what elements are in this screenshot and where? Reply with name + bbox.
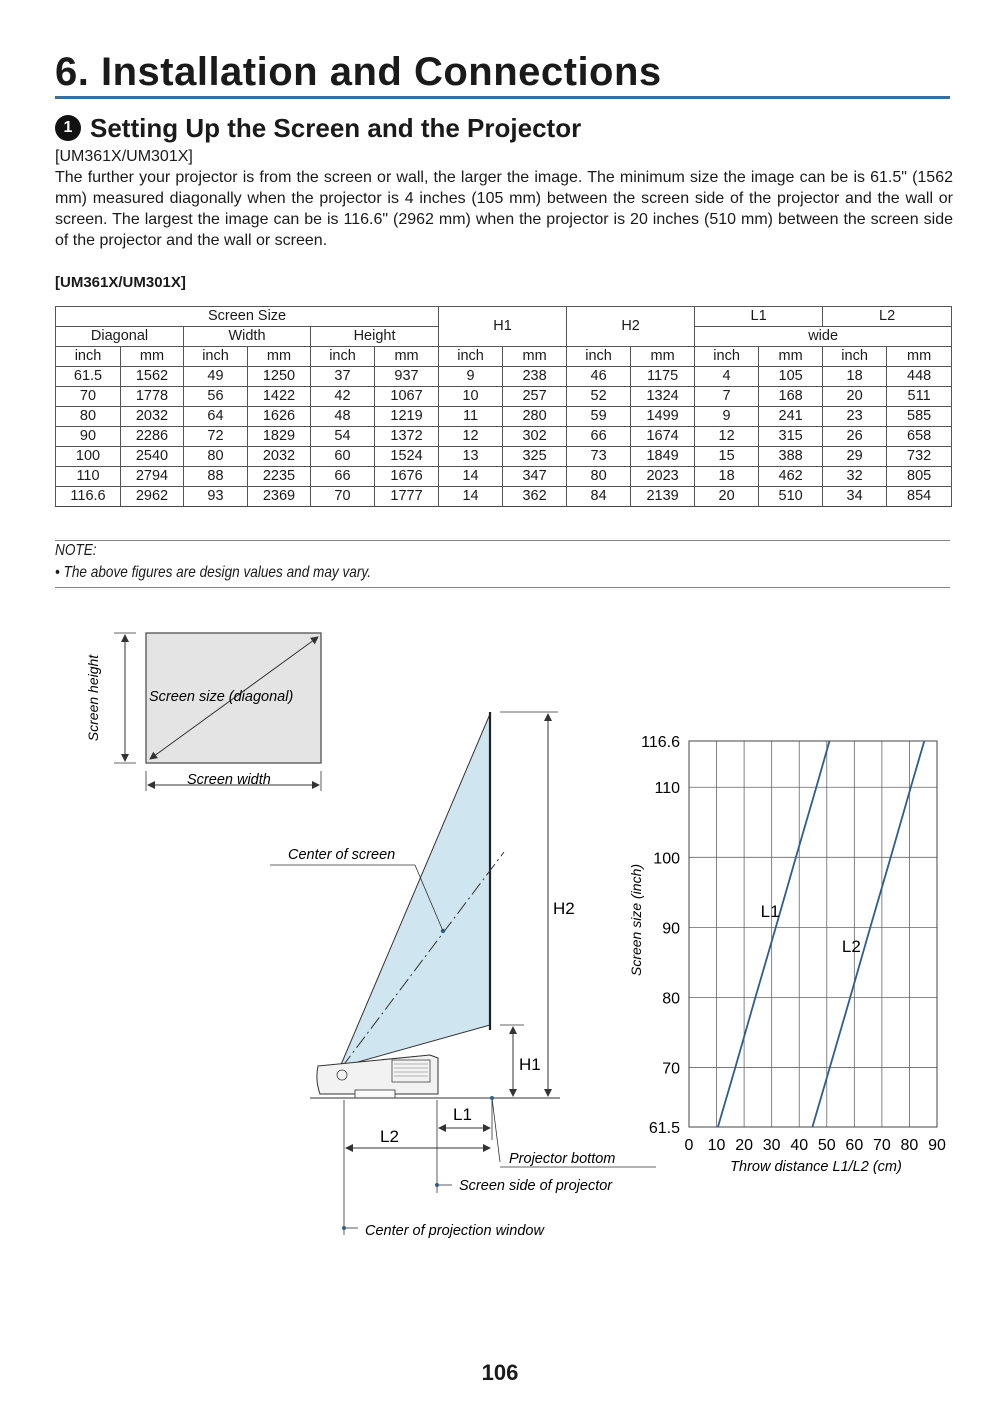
table-cell: 26 [823, 427, 887, 447]
table-cell: 1250 [248, 367, 311, 387]
projection-beam [340, 714, 490, 1067]
unit-header: mm [121, 347, 184, 367]
table-cell: 2023 [631, 467, 695, 487]
table-cell: 9 [439, 367, 503, 387]
table-cell: 18 [823, 367, 887, 387]
chart-x-tick-label: 90 [928, 1137, 946, 1154]
table-cell: 32 [823, 467, 887, 487]
chart-x-tick-label: 40 [790, 1137, 809, 1154]
table-cell: 1777 [375, 487, 439, 507]
table-cell: 66 [311, 467, 375, 487]
table-row [56, 387, 952, 407]
unit-header: inch [311, 347, 375, 367]
header-diagonal: Diagonal [56, 327, 184, 347]
center-of-screen-label: Center of screen [288, 847, 396, 863]
table-cell: 61.5 [56, 367, 121, 387]
table-cell: 1067 [375, 387, 439, 407]
screen-side-label: Screen side of projector [459, 1178, 613, 1194]
table-cell: 90 [56, 427, 121, 447]
table-cell: 4 [695, 367, 759, 387]
table-cell: 20 [695, 487, 759, 507]
section-number-badge: 1 [55, 115, 81, 141]
table-label: [UM361X/UM301X] [55, 274, 186, 291]
table-cell: 64 [184, 407, 248, 427]
table-cell: 1674 [631, 427, 695, 447]
intro-text: The further your projector is from the screen or wall, the larger the image. The minimum size the image can be is 61.5" (1562 mm) measured diagonally when the projector is 4 inches (105 mm) between the screen side of the projector and the wall or screen. The largest the image can be is 116.6" (2962 mm) when the projector is 20 inches (510 mm) between the screen side of the projector and the wall or screen. [55, 169, 953, 249]
unit-header: inch [439, 347, 503, 367]
table-cell: 241 [759, 407, 823, 427]
header-l1: L1 [695, 307, 823, 327]
table-cell: 1676 [375, 467, 439, 487]
table-cell: 12 [695, 427, 759, 447]
chart-y-tick-label: 110 [654, 780, 680, 798]
table-cell: 168 [759, 387, 823, 407]
table-row [56, 487, 952, 507]
table-cell: 116.6 [56, 487, 121, 507]
note-item: • The above figures are design values and may vary. [55, 564, 371, 581]
projection-window-label: Center of projection window [365, 1223, 544, 1239]
unit-header: mm [375, 347, 439, 367]
table-cell: 2286 [121, 427, 184, 447]
table-cell: 2369 [248, 487, 311, 507]
table-cell: 1219 [375, 407, 439, 427]
table-cell: 1849 [631, 447, 695, 467]
table-cell: 1324 [631, 387, 695, 407]
projector-bottom-label: Projector bottom [509, 1151, 616, 1167]
table-cell: 7 [695, 387, 759, 407]
table-cell: 37 [311, 367, 375, 387]
screen-height-label: Screen height [85, 654, 101, 742]
page-number: 106 [481, 1360, 519, 1385]
unit-header: inch [56, 347, 121, 367]
specification-table [55, 306, 952, 507]
screen-diagonal-label: Screen size (diagonal) [149, 689, 294, 705]
header-wide: wide [695, 327, 952, 347]
table-cell: 29 [823, 447, 887, 467]
chart-y-tick-labels [641, 734, 680, 1137]
table-cell: 1524 [375, 447, 439, 467]
table-cell: 66 [567, 427, 631, 447]
table-cell: 2032 [248, 447, 311, 467]
table-cell: 72 [184, 427, 248, 447]
table-cell: 80 [184, 447, 248, 467]
table-cell: 100 [56, 447, 121, 467]
table-cell: 1422 [248, 387, 311, 407]
table-cell: 34 [823, 487, 887, 507]
table-cell: 658 [887, 427, 952, 447]
table-cell: 302 [503, 427, 567, 447]
note-bottom-rule [55, 587, 950, 588]
table-row [56, 427, 952, 447]
chart-x-tick-label: 50 [817, 1137, 836, 1154]
section-title-text: Setting Up the Screen and the Projector [90, 113, 582, 143]
table-cell: 585 [887, 407, 952, 427]
chart-series-l2-line [812, 741, 924, 1127]
table-cell: 2235 [248, 467, 311, 487]
section-title [55, 112, 581, 144]
table-cell: 93 [184, 487, 248, 507]
table-cell: 1829 [248, 427, 311, 447]
table-cell: 854 [887, 487, 952, 507]
table-cell: 1626 [248, 407, 311, 427]
table-cell: 48 [311, 407, 375, 427]
table-cell: 15 [695, 447, 759, 467]
table-cell: 448 [887, 367, 952, 387]
projector-setup-diagram [260, 700, 660, 1245]
table-cell: 23 [823, 407, 887, 427]
table-cell: 1372 [375, 427, 439, 447]
table-cell: 388 [759, 447, 823, 467]
table-cell: 13 [439, 447, 503, 467]
table-cell: 315 [759, 427, 823, 447]
table-cell: 14 [439, 467, 503, 487]
table-cell: 70 [311, 487, 375, 507]
intro-paragraph [55, 146, 953, 251]
note-top-rule [55, 540, 950, 541]
chart-x-tick-label: 30 [762, 1137, 781, 1154]
chart-y-tick-label: 80 [662, 990, 680, 1008]
chart-x-axis-label: Throw distance L1/L2 (cm) [730, 1159, 902, 1175]
chart-x-tick-label: 80 [900, 1137, 919, 1154]
table-cell: 88 [184, 467, 248, 487]
table-cell: 80 [56, 407, 121, 427]
table-cell: 462 [759, 467, 823, 487]
table-cell: 1778 [121, 387, 184, 407]
header-width: Width [184, 327, 311, 347]
table-cell: 110 [56, 467, 121, 487]
table-cell: 2139 [631, 487, 695, 507]
unit-header: mm [887, 347, 952, 367]
chart-y-tick-label: 90 [662, 920, 680, 938]
table-cell: 362 [503, 487, 567, 507]
table-row [56, 407, 952, 427]
header-h2: H2 [567, 307, 695, 347]
table-body [56, 367, 952, 507]
h2-label: H2 [553, 899, 575, 918]
header-h1: H1 [439, 307, 567, 347]
unit-header: inch [823, 347, 887, 367]
chart-x-tick-label: 20 [735, 1137, 754, 1154]
chart-y-axis-label: Screen size (inch) [628, 863, 644, 977]
l2-label: L2 [380, 1127, 399, 1146]
table-cell: 56 [184, 387, 248, 407]
table-cell: 1562 [121, 367, 184, 387]
unit-header: inch [184, 347, 248, 367]
chapter-title: 6. Installation and Connections [55, 50, 662, 94]
chart-y-tick-label: 61.5 [648, 1120, 680, 1137]
chart-series-label: L1 [760, 901, 780, 921]
chart-series-label: L2 [841, 936, 861, 956]
chart-series-l1-line [718, 741, 830, 1127]
table-cell: 14 [439, 487, 503, 507]
chart-x-tick-label: 70 [872, 1137, 891, 1154]
table-cell: 42 [311, 387, 375, 407]
table-cell: 84 [567, 487, 631, 507]
h1-label: H1 [519, 1055, 541, 1074]
unit-header: inch [695, 347, 759, 367]
table-cell: 70 [56, 387, 121, 407]
table-cell: 12 [439, 427, 503, 447]
chart-y-tick-label: 70 [662, 1060, 680, 1078]
table-cell: 46 [567, 367, 631, 387]
table-cell: 9 [695, 407, 759, 427]
table-cell: 18 [695, 467, 759, 487]
unit-header: mm [631, 347, 695, 367]
intro-model: [UM361X/UM301X] [55, 148, 193, 165]
table-cell: 1175 [631, 367, 695, 387]
table-cell: 347 [503, 467, 567, 487]
table-cell: 60 [311, 447, 375, 467]
table-cell: 59 [567, 407, 631, 427]
table-cell: 49 [184, 367, 248, 387]
table-cell: 325 [503, 447, 567, 467]
projector-icon [317, 1055, 438, 1098]
l1-label: L1 [453, 1105, 472, 1124]
table-row [56, 367, 952, 387]
unit-header: mm [759, 347, 823, 367]
table-cell: 54 [311, 427, 375, 447]
table-cell: 238 [503, 367, 567, 387]
chart-x-tick-labels [685, 1137, 946, 1154]
table-cell: 2962 [121, 487, 184, 507]
chart-x-tick-label: 60 [845, 1137, 864, 1154]
table-cell: 80 [567, 467, 631, 487]
throw-distance-chart [610, 720, 960, 1190]
table-cell: 937 [375, 367, 439, 387]
table-cell: 510 [759, 487, 823, 507]
table-cell: 10 [439, 387, 503, 407]
table-cell: 73 [567, 447, 631, 467]
table-cell: 52 [567, 387, 631, 407]
note-item-text: The above figures are design values and may vary. [63, 564, 371, 581]
chart-x-tick-label: 0 [684, 1137, 694, 1154]
screen-width-label: Screen width [187, 772, 271, 788]
chart-y-tick-label: 116.6 [641, 734, 680, 751]
header-l2: L2 [823, 307, 952, 327]
header-height: Height [311, 327, 439, 347]
table-cell: 732 [887, 447, 952, 467]
table-cell: 20 [823, 387, 887, 407]
table-cell: 105 [759, 367, 823, 387]
table-cell: 11 [439, 407, 503, 427]
header-screen-size: Screen Size [56, 307, 439, 327]
table-cell: 2794 [121, 467, 184, 487]
table-cell: 2540 [121, 447, 184, 467]
table-cell: 2032 [121, 407, 184, 427]
unit-header-row [56, 347, 952, 367]
unit-header: inch [567, 347, 631, 367]
table-cell: 1499 [631, 407, 695, 427]
chart-series [718, 741, 924, 1127]
table-row [56, 447, 952, 467]
unit-header: mm [503, 347, 567, 367]
note-title: NOTE: [55, 542, 97, 559]
table-cell: 511 [887, 387, 952, 407]
table-cell: 280 [503, 407, 567, 427]
table-cell: 257 [503, 387, 567, 407]
chapter-title-rule [55, 96, 950, 99]
table-row [56, 467, 952, 487]
table-cell: 805 [887, 467, 952, 487]
unit-header: mm [248, 347, 311, 367]
chart-x-tick-label: 10 [707, 1137, 726, 1154]
chart-y-tick-label: 100 [653, 850, 680, 868]
